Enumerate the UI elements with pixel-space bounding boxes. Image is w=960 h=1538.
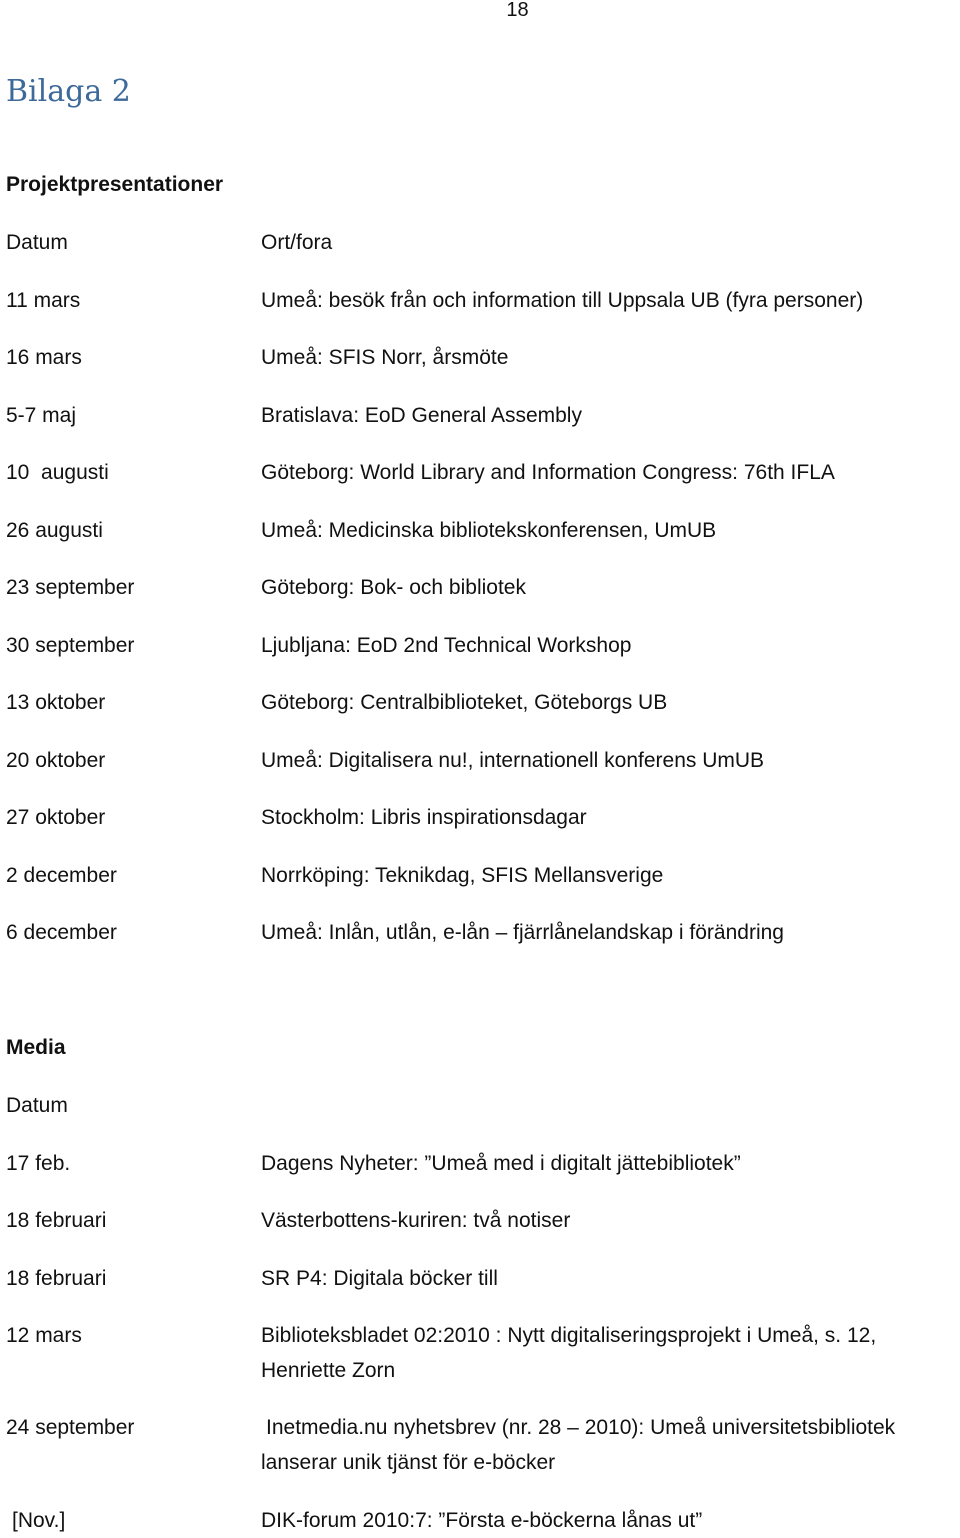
section-heading-media: Media [6,1036,66,1059]
row-place: DIK-forum 2010:7: ”Första e-böckerna lånas ut” [261,1509,703,1532]
row-date: 13 oktober [6,691,106,714]
row-date: 18 februari [6,1209,107,1232]
row-date: 12 mars [6,1324,82,1347]
row-place: Västerbottens-kuriren: två notiser [261,1209,571,1232]
row-date: 6 december [6,921,117,944]
row-place: Inetmedia.nu nyhetsbrev (nr. 28 – 2010): Umeå universitetsbibliotek [266,1416,896,1439]
row-place: Umeå: Inlån, utlån, e-lån – fjärrlånelandskap i förändring [261,921,784,944]
page-title: Bilaga 2 [6,74,131,109]
row-date: 30 september [6,634,135,657]
row-place: Umeå: SFIS Norr, årsmöte [261,346,509,369]
row-date: 24 september [6,1416,135,1439]
column-header-place: Ort/fora [261,231,333,254]
row-date: 11 mars [6,289,81,312]
row-place: Göteborg: Centralbiblioteket, Göteborgs UB [261,691,668,714]
column-header-date: Datum [6,231,68,254]
row-date: 27 oktober [6,806,106,829]
row-date: 16 mars [6,346,82,369]
row-place: Stockholm: Libris inspirationsdagar [261,806,587,829]
row-place: Umeå: Medicinska bibliotekskonferensen, UmUB [261,519,717,542]
row-date: [Nov.] [12,1509,66,1532]
row-date: 10 augusti [6,461,109,484]
row-place: Norrköping: Teknikdag, SFIS Mellansverige [261,864,664,887]
row-date: 17 feb. [6,1152,71,1175]
row-date: 2 december [6,864,117,887]
page-number: 18 [506,0,529,21]
row-date: 26 augusti [6,519,103,542]
row-place: Göteborg: Bok- och bibliotek [261,576,526,599]
row-date: 18 februari [6,1267,107,1290]
row-date: 20 oktober [6,749,106,772]
section-heading-projektpresentationer: Projektpresentationer [6,173,224,196]
row-place: Dagens Nyheter: ”Umeå med i digitalt jättebibliotek” [261,1152,741,1175]
row-place: Ljubljana: EoD 2nd Technical Workshop [261,634,632,657]
row-place: Umeå: besök från och information till Uppsala UB (fyra personer) [261,289,864,312]
row-place: SR P4: Digitala böcker till [261,1267,498,1290]
row-place-line2: Henriette Zorn [261,1359,396,1382]
row-place: Bratislava: EoD General Assembly [261,404,582,427]
row-place: Göteborg: World Library and Information Congress: 76th IFLA [261,461,835,484]
row-place: Biblioteksbladet 02:2010 : Nytt digitaliseringsprojekt i Umeå, s. 12, [261,1324,877,1347]
column-header-date: Datum [6,1094,68,1117]
row-date: 23 september [6,576,135,599]
row-place: Umeå: Digitalisera nu!, internationell konferens UmUB [261,749,765,772]
row-date: 5-7 maj [6,404,77,427]
row-place-line2: lanserar unik tjänst för e-böcker [261,1451,556,1474]
